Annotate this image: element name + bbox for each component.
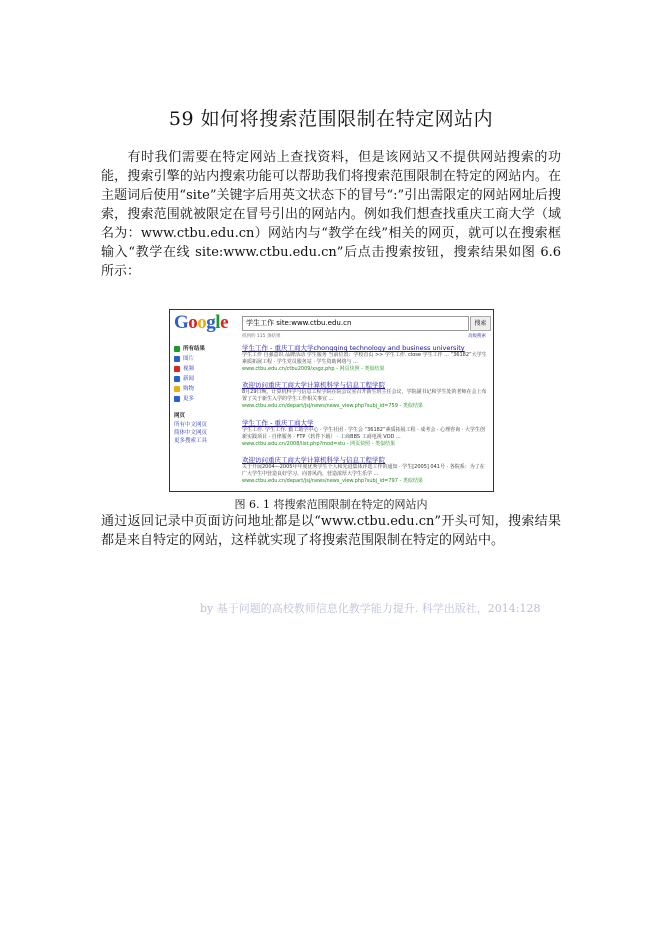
logo-letter: g: [206, 312, 216, 333]
page-title: 59 如何将搜索范围限制在特定网站内: [168, 108, 494, 130]
advanced-search-link[interactable]: 高级搜索: [468, 334, 486, 339]
result-url[interactable]: www.ctbu.edu.cn/depart/jsj/news/news_view.php?subj_id=797 - 类似结果: [242, 478, 423, 484]
result-title-link[interactable]: 学生工作 - 重庆工商大学chongqing technology and business university: [242, 344, 465, 352]
result-snippet: 8月29日晚，计算机科学与信息工程学院在院会议室召开新生班主任会议，学院副书记和学生处的老师在会上布置了关于新生入学的学生工作相关事宜 ...: [242, 389, 487, 402]
source-citation: by 基于问题的高校教师信息化教学能力提升. 科学出版社，2014:128: [200, 602, 541, 615]
result-url[interactable]: www.ctbu.edu.cn/2008/list.php?mod=stu - 网页快照 - 类似结果: [242, 441, 396, 447]
logo-letter: o: [188, 312, 198, 333]
sidebar-item-label: 图片: [183, 356, 195, 362]
category-icon: [174, 386, 180, 392]
sidebar-link[interactable]: 所有中文网页: [174, 422, 208, 428]
logo-letter: G: [174, 312, 189, 333]
search-result: [242, 343, 488, 372]
sidebar-item-label: 视频: [183, 366, 195, 372]
result-snippet: 学生工作. 学生工作. 勤工助学中心 · 学生社团 · 学生会 “36182”素质拓展工程 · 成考会 · 心理咨询 · 大学生创新实践项目 · 自律服务 · FTP（软件下载） · 工商BBS 工商电视 VOD ...: [242, 427, 485, 440]
sidebar-link[interactable]: 更多搜索工具: [174, 438, 208, 444]
sidebar-item[interactable]: [174, 384, 234, 394]
figure-caption: 图 6. 1 将搜索范围限制在特定的网站内: [234, 498, 428, 511]
category-icon: [174, 396, 180, 402]
category-icon: [174, 356, 180, 362]
sidebar-item[interactable]: [174, 364, 234, 374]
sidebar-item[interactable]: [174, 374, 234, 384]
logo-letter: e: [220, 312, 228, 333]
sidebar-item-label: 购物: [183, 386, 195, 392]
result-title-link[interactable]: 欢迎访问重庆工商大学计算机科学与信息工程学院: [242, 456, 385, 464]
conclusion-paragraph: 通过返回记录中页面访问地址都是以“www.ctbu.edu.cn”开头可知，搜索结果都是来自特定的网站，这样就实现了将搜索范围限制在特定的网站中。: [101, 514, 561, 548]
search-screenshot: [169, 309, 494, 492]
search-result: [242, 380, 488, 409]
sidebar-item-label: 所有结果: [183, 346, 206, 352]
sidebar-item[interactable]: [174, 394, 234, 404]
result-url[interactable]: www.ctbu.edu.cn/ctbu2009/xsgz.php - 网页快照 - 类似结果: [242, 366, 385, 372]
logo-letter: l: [215, 312, 221, 333]
result-url[interactable]: www.ctbu.edu.cn/depart/jsj/news/news_view.php?subj_id=759 - 类似结果: [242, 403, 423, 409]
result-snippet: 学生工作 自强意识 品牌活动 学生服务 当前位置：学校首页 >> 学生工作. close 学生工作 ... “36182”大学生素质拓展工程 · 学生党员服务站 · 学生资助网络与 ...: [242, 352, 487, 365]
sidebar-item-label: 更多: [183, 396, 195, 402]
sidebar-item[interactable]: [174, 344, 234, 354]
result-title-link[interactable]: 学生工作 - 重庆工商大学: [242, 419, 314, 427]
result-stats: 找到约 115 条结果: [242, 334, 281, 339]
search-input[interactable]: 学生工作 site:www.ctbu.edu.cn: [242, 316, 469, 331]
search-result: [242, 418, 488, 447]
result-title-link[interactable]: 欢迎访问重庆工商大学计算机科学与信息工程学院: [242, 381, 385, 389]
sidebar: [174, 344, 234, 445]
sidebar-link[interactable]: 简体中文网页: [174, 430, 208, 436]
search-button[interactable]: 搜索: [470, 316, 491, 331]
search-result: [242, 455, 488, 484]
sidebar-item[interactable]: [174, 354, 234, 364]
intro-paragraph: [101, 148, 561, 281]
google-logo: [174, 312, 228, 334]
category-icon: [174, 376, 180, 382]
result-snippet: 关于开展2004—2005年年度优秀学生个人和先进集体评选工作的通知 · 学生[2005] 041号 · 各院系：为了在广大学生中营造良好学习、向善风尚，营造浓厚大学生乐学 ...: [242, 464, 485, 477]
sidebar-section-title: 网页: [174, 413, 186, 419]
intro-text: 有时我们需要在特定网站上查找资料，但是该网站又不提供网站搜索的功能，搜索引擎的站内搜索功能可以帮助我们将搜索范围限制在特定的网站内。在主题词后使用“site”关键字后用英文状态下的冒号“:”引出需限定的网站网址后搜索，搜索范围就被限定在冒号引出的网站内。例如我们想查找重庆工商大学（域名为：www.ctbu.edu.cn）网站内与“教学在线”相关的网页，就可以在搜索框输入“教学在线 site:www.ctbu.edu.cn”后点击搜索按钮，搜索结果如图 6.6 所示：: [101, 150, 561, 279]
sidebar-item-label: 新闻: [183, 376, 195, 382]
category-icon: [174, 366, 180, 372]
category-icon: [174, 346, 180, 352]
logo-letter: o: [197, 312, 207, 333]
